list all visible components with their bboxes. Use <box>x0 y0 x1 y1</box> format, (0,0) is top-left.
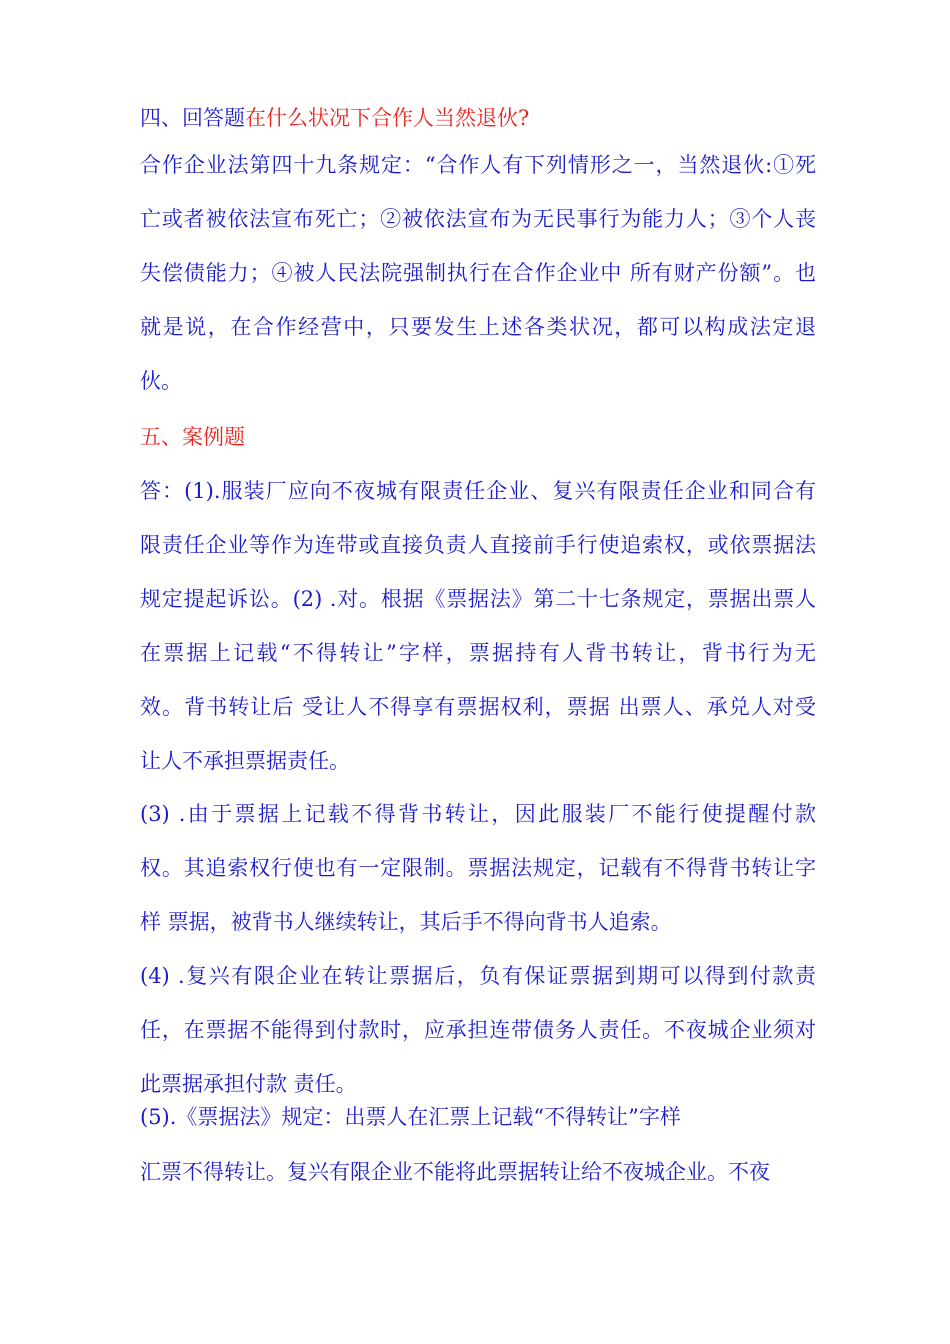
section-5-line-4: 在票据上记载“不得转让”字样，票据持有人背书转让，背书行为无 <box>140 641 816 665</box>
section-5-line-12: 此票据承担付款 责任。 <box>140 1072 357 1096</box>
section-4-line-2: 亡或者被依法宣布死亡；②被依法宣布为无民事行为能力人；③个人丧 <box>140 207 816 231</box>
section-5-line-7: (3) .由于票据上记载不得背书转让，因此服装厂不能行使提醒付款 <box>140 802 816 826</box>
section-4-line-3: 失偿债能力；④被人民法院强制执行在合作企业中 所有财产份额”。也 <box>140 261 816 285</box>
section-5-heading: 五、案例题 <box>140 425 245 449</box>
section-5-line-8: 权。其追索权行使也有一定限制。票据法规定，记载有不得背书转让字 <box>140 856 816 880</box>
section-4-line-1: 合作企业法第四十九条规定：“合作人有下列情形之一，当然退伙:①死 <box>140 153 816 177</box>
section-4-heading <box>140 104 529 132</box>
section-5-line-14: 汇票不得转让。复兴有限企业不能将此票据转让给不夜城企业。不夜 <box>140 1160 770 1184</box>
section-5-line-3: 规定提起诉讼。(2) .对。根据《票据法》第二十七条规定，票据出票人 <box>140 587 816 611</box>
section-5-line-6: 让人不承担票据责任。 <box>140 749 350 773</box>
section-4-line-4: 就是说，在合作经营中，只要发生上述各类状况，都可以构成法定退 <box>140 315 816 339</box>
section-5-line-10: (4) .复兴有限企业在转让票据后，负有保证票据到期可以得到付款责 <box>140 964 816 988</box>
section-5-line-9: 样 票据，被背书人继续转让，其后手不得向背书人追索。 <box>140 910 672 934</box>
section-4-question: 在什么状况下合作人当然退伙? <box>245 106 530 130</box>
section-4-heading-prefix: 四、回答题 <box>140 106 245 130</box>
section-5-line-2: 限责任企业等作为连带或直接负责人直接前手行使追索权，或依票据法 <box>140 533 816 557</box>
section-5-line-13: (5).《票据法》规定：出票人在汇票上记载“不得转让”字样 <box>140 1105 681 1129</box>
section-5-line-11: 任，在票据不能得到付款时，应承担连带债务人责任。不夜城企业须对 <box>140 1018 816 1042</box>
section-5-line-5: 效。背书转让后 受让人不得享有票据权利，票据 出票人、承兑人对受 <box>140 695 816 719</box>
section-5-line-1: 答：(1).服装厂应向不夜城有限责任企业、复兴有限责任企业和同合有 <box>140 479 816 503</box>
section-4-line-5: 伙。 <box>140 369 182 393</box>
